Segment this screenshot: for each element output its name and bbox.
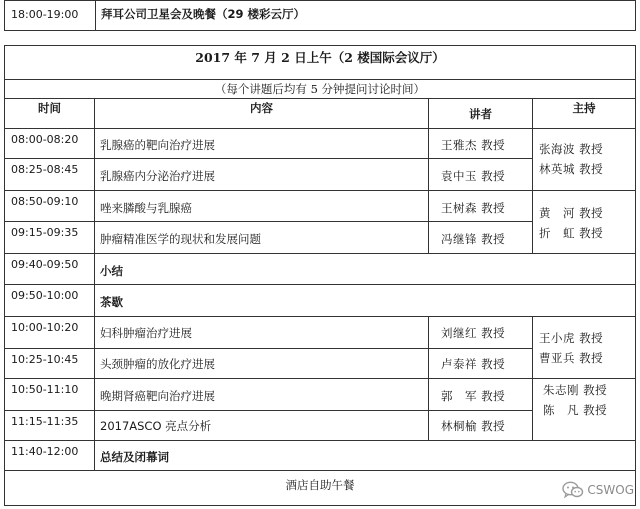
row-time: 11:40-12:00 [11,444,79,458]
row-time: 08:50-09:10 [11,194,79,208]
host-name: 折 虹 教授 [539,226,604,240]
row-topic: 头颈肿瘤的放化疗进展 [100,357,215,371]
row-topic: 晚期肾癌靶向治疗进展 [100,389,215,403]
host-name: 陈 凡 教授 [543,403,608,417]
row-time: 09:40-09:50 [11,257,79,271]
row-time: 09:15-09:35 [11,225,79,239]
row-topic: 乳腺癌的靶向治疗进展 [100,138,215,152]
row-speaker: 王雅杰 教授 [441,138,506,152]
top-time: 18:00-19:00 [11,7,79,21]
row-time: 09:50-10:00 [11,288,79,302]
host-name: 曹亚兵 教授 [539,351,604,365]
host-name: 黄 河 教授 [539,206,604,220]
host-name: 林英城 教授 [539,162,604,176]
row-speaker: 袁中玉 教授 [441,169,506,183]
host-name: 朱志刚 教授 [543,383,608,397]
wechat-icon [562,481,584,499]
row-speaker: 林桐榆 教授 [441,419,506,433]
session-note: （每个讲题后均有 5 分钟提问讨论时间） [214,82,426,96]
host-group [533,203,635,243]
row-topic: 2017ASCO 亮点分析 [100,419,212,433]
row-topic: 妇科肿瘤治疗进展 [100,326,192,340]
host-group [533,139,635,179]
row-topic: 肿瘤精准医学的现状和发展问题 [100,232,261,246]
row-time: 10:50-11:10 [11,382,79,396]
row-speaker: 刘继红 教授 [441,326,506,340]
row-speaker: 王树森 教授 [441,201,506,215]
host-name: 张海波 教授 [539,142,604,156]
row-speaker: 卢泰祥 教授 [441,357,506,371]
session-title: 2017 年 7 月 2 日上午（2 楼国际会议厅） [195,50,445,65]
row-topic: 总结及闭幕词 [100,450,169,464]
row-time: 08:00-08:20 [11,132,79,146]
row-time: 10:00-10:20 [11,320,79,334]
lunch-label: 酒店自助午餐 [285,478,355,492]
row-topic: 茶歇 [100,295,123,309]
header-speaker: 讲者 [469,107,492,121]
row-time: 11:15-11:35 [11,414,79,428]
header-host: 主持 [572,101,596,115]
row-topic: 小结 [100,264,123,278]
host-group [533,380,635,420]
row-speaker: 郭 军 教授 [441,389,506,403]
row-speaker: 冯继锋 教授 [441,232,506,246]
top-event: 拜耳公司卫星会及晚餐（29 楼彩云厅） [101,7,306,21]
header-time: 时间 [38,101,61,115]
row-time: 10:25-10:45 [11,352,79,366]
host-group [533,328,635,368]
host-name: 王小虎 教授 [539,331,604,345]
row-topic: 唑来膦酸与乳腺癌 [100,201,192,215]
row-time: 08:25-08:45 [11,162,79,176]
watermark [562,481,634,499]
header-content: 内容 [250,101,273,115]
watermark-text: CSWOG [587,483,634,497]
row-topic: 乳腺癌内分泌治疗进展 [100,169,215,183]
